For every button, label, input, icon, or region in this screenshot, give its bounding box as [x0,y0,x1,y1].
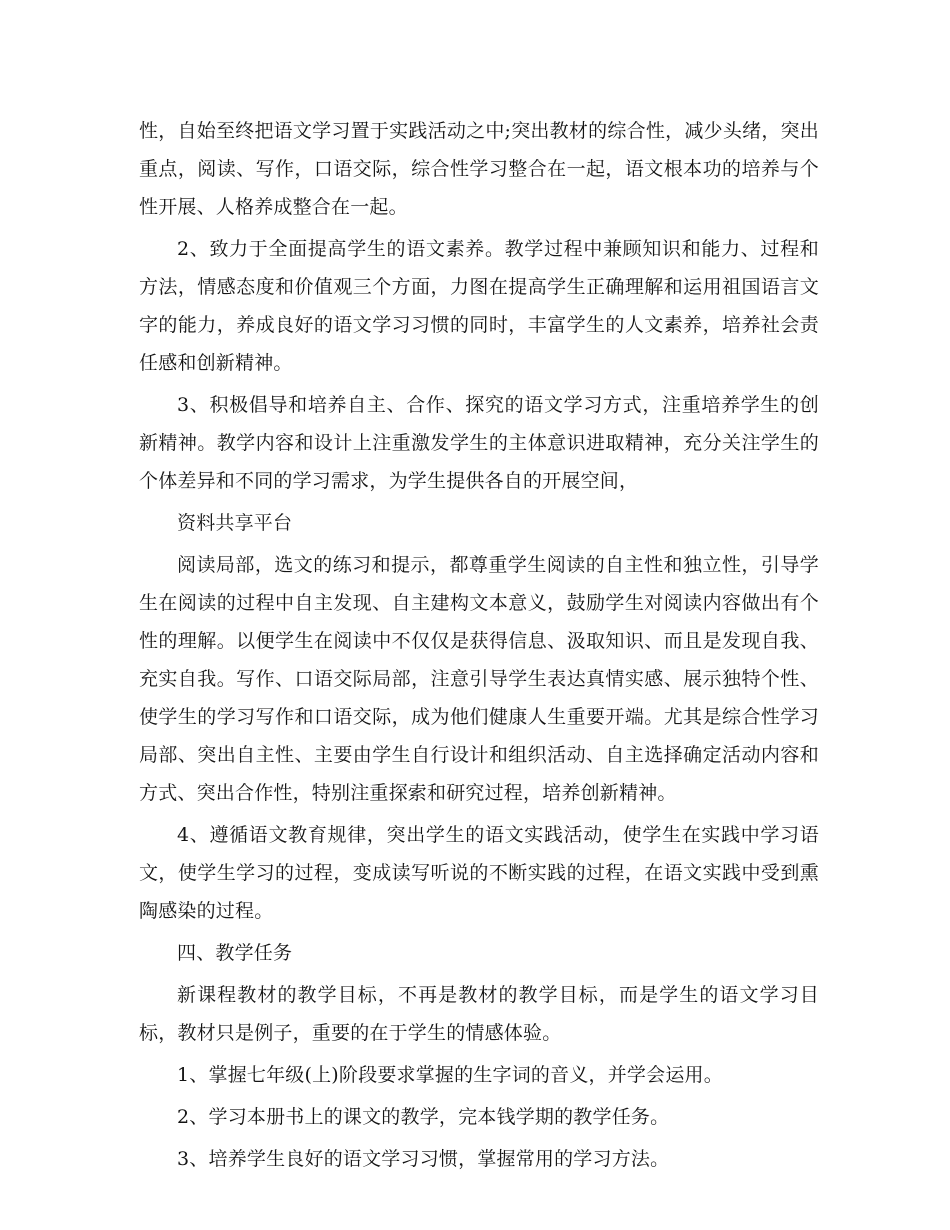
paragraph-item-3: 3、积极倡导和培养自主、合作、探究的语文学习方式，注重培养学生的创新精神。教学内容和设计上注重激发学生的主体意识进取精神，充分关注学生的个体差异和不同的学习需求，为学生提供各自的开展空间， [139,394,819,492]
paragraph-item-4: 4、遵循语文教育规律，突出学生的语文实践活动，使学生在实践中学习语文，使学生学习的过程，变成读写听说的不断实践的过程，在语文实践中受到熏陶感染的过程。 [139,824,819,922]
paragraph-continuation: 性，自始至终把语文学习置于实践活动之中;突出教材的综合性，减少头绪，突出重点，阅读、写作，口语交际，综合性学习整合在一起，语文根本功的培养与个性开展、人格养成整合在一起。 [139,120,819,218]
paragraph-resource-note: 资料共享平台 [177,512,293,534]
task-item-2: 2、学习本册书上的课文的教学，完本钱学期的教学任务。 [177,1106,670,1128]
task-item-3: 3、培养学生良好的语文学习习惯，掌握常用的学习方法。 [177,1148,670,1170]
section-heading-teaching-tasks: 四、教学任务 [177,942,293,964]
paragraph-reading-section: 阅读局部，选文的练习和提示，都尊重学生阅读的自主性和独立性，引导学生在阅读的过程中自主发现、自主建构文本意义，鼓励学生对阅读内容做出有个性的理解。以便学生在阅读中不仅仅是获得信息、汲取知识、而且是发现自我、充实自我。写作、口语交际局部，注意引导学生表达真情实感、展示独特个性、使学生的学习写作和口语交际，成为他们健康人生重要开端。尤其是综合性学习局部、突出自主性、主要由学生自行设计和组织活动、自主选择确定活动内容和方式、突出合作性，特别注重探索和研究过程，培养创新精神。 [139,554,819,804]
document-body [139,112,819,1178]
paragraph-teaching-goal: 新课程教材的教学目标，不再是教材的教学目标，而是学生的语文学习目标，教材只是例子，重要的在于学生的情感体验。 [139,984,819,1044]
task-item-1: 1、掌握七年级(上)阶段要求掌握的生字词的音义，并学会运用。 [177,1064,723,1086]
paragraph-item-2: 2、致力于全面提高学生的语文素养。教学过程中兼顾知识和能力、过程和方法，情感态度和价值观三个方面，力图在提高学生正确理解和运用祖国语言文字的能力，养成良好的语文学习习惯的同时，丰富学生的人文素养，培养社会责任感和创新精神。 [139,238,819,374]
